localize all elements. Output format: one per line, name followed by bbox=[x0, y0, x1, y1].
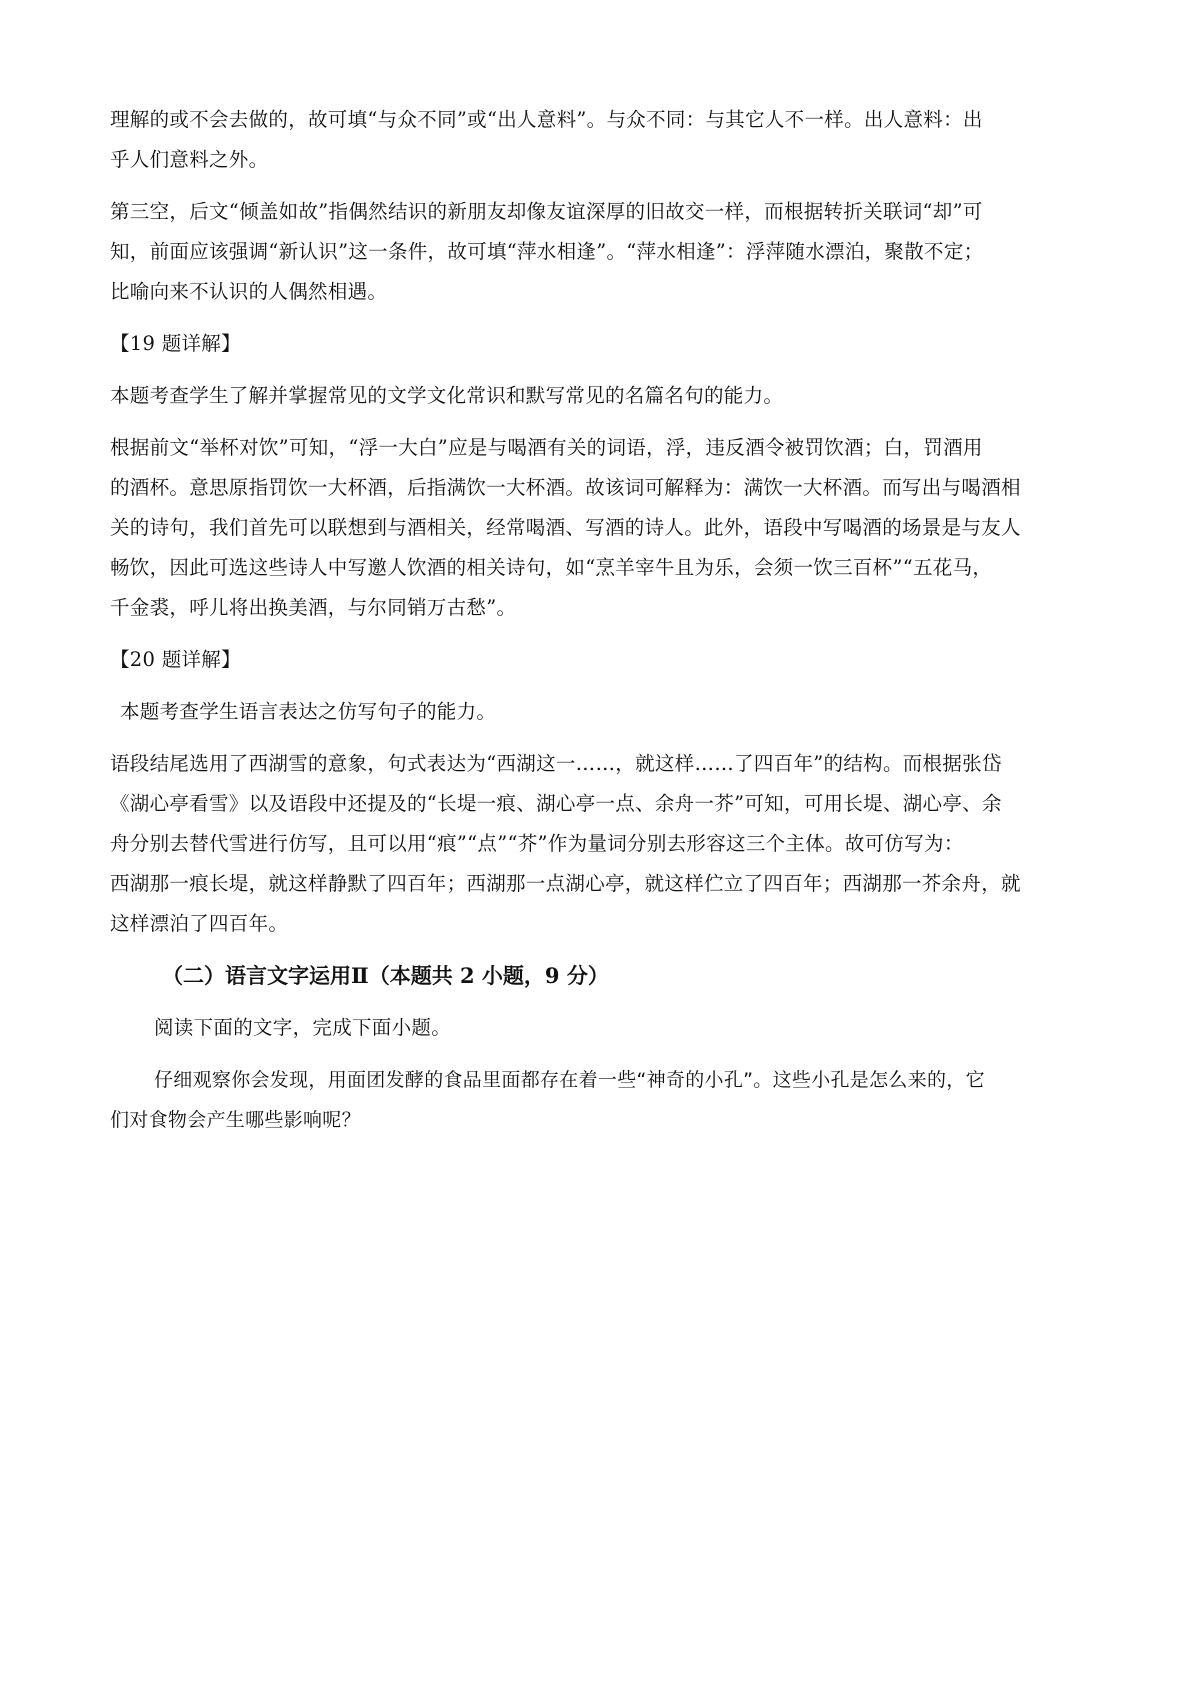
text-line: 关的诗句，我们首先可以联想到与酒相关，经常喝酒、写酒的诗人。此外，语段中写喝酒的场景是与友人 bbox=[110, 516, 1021, 539]
text-line: 《湖心亭看雪》以及语段中还提及的“长堤一痕、湖心亭一点、余舟一芥”可知，可用长堤、湖心亭、余 bbox=[110, 792, 1002, 815]
passage-line: 们对食物会产生哪些影响呢？ bbox=[110, 1109, 361, 1131]
paragraph-q20-intro bbox=[110, 692, 1092, 732]
text-line: 知，前面应该强调“新认识”这一条件，故可填“萍水相逢”。“萍水相逢”：浮萍随水漂泊，聚散不定； bbox=[110, 240, 984, 263]
text-line: 千金裘，呼儿将出换美酒，与尔同销万古愁”。 bbox=[110, 596, 517, 619]
text-line: 这样漂泊了四百年。 bbox=[110, 912, 289, 935]
text-line: 畅饮，因此可选这些诗人中写邀人饮酒的相关诗句，如“烹羊宰牛且为乐，会须一饮三百杯”“五花马， bbox=[110, 556, 993, 579]
text-line: 本题考查学生语言表达之仿写句子的能力。 bbox=[120, 700, 497, 723]
passage-line: 仔细观察你会发现，用面团发酵的食品里面都存在着一些“神奇的小孔”。这些小孔是怎么来的，它 bbox=[154, 1069, 985, 1091]
paragraph-q20-explanation bbox=[110, 744, 1092, 944]
instruction-paragraph bbox=[110, 1008, 1092, 1048]
section-title: （二）语言文字运用Ⅱ（本题共 2 小题，9 分） bbox=[162, 963, 609, 988]
paragraph-q19-explanation bbox=[110, 428, 1092, 628]
paragraph-q19-intro bbox=[110, 376, 1092, 416]
text-line: 理解的或不会去做的，故可填“与众不同”或“出人意料”。与众不同：与其它人不一样。出人意料：出 bbox=[110, 108, 983, 131]
text-line: 比喻向来不认识的人偶然相遇。 bbox=[110, 280, 388, 303]
text-line: 语段结尾选用了西湖雪的意象，句式表达为“西湖这一……，就这样……了四百年”的结构。而根据张岱 bbox=[110, 752, 1002, 775]
question-heading: 【20 题详解】 bbox=[110, 648, 241, 671]
text-line: 的酒杯。意思原指罚饮一大杯酒，后指满饮一大杯酒。故该词可解释为：满饮一大杯酒。而写出与喝酒相 bbox=[110, 476, 1021, 499]
heading-question-19 bbox=[110, 324, 1092, 364]
heading-question-20 bbox=[110, 640, 1092, 680]
text-line: 第三空，后文“倾盖如故”指偶然结识的新朋友却像友谊深厚的旧故交一样，而根据转折关联词“却”可 bbox=[110, 200, 983, 223]
paragraph-answer-continued bbox=[110, 100, 1092, 180]
text-line: 本题考查学生了解并掌握常见的文学文化常识和默写常见的名篇名句的能力。 bbox=[110, 384, 784, 407]
text-line: 根据前文“举杯对饮”可知，“浮一大白”应是与喝酒有关的词语，浮，违反酒令被罚饮酒；白，罚酒用 bbox=[110, 436, 983, 459]
text-line: 西湖那一痕长堤，就这样静默了四百年；西湖那一点湖心亭，就这样伫立了四百年；西湖那一芥余舟，就 bbox=[110, 872, 1021, 895]
reading-passage bbox=[110, 1060, 1092, 1140]
instruction-text: 阅读下面的文字，完成下面小题。 bbox=[154, 1016, 452, 1039]
question-heading: 【19 题详解】 bbox=[110, 332, 241, 355]
text-line: 舟分别去替代雪进行仿写，且可以用“痕”“点”“芥”作为量词分别去形容这三个主体。故可仿写为： bbox=[110, 832, 964, 855]
text-line: 乎人们意料之外。 bbox=[110, 148, 269, 171]
paragraph-third-blank bbox=[110, 192, 1092, 312]
